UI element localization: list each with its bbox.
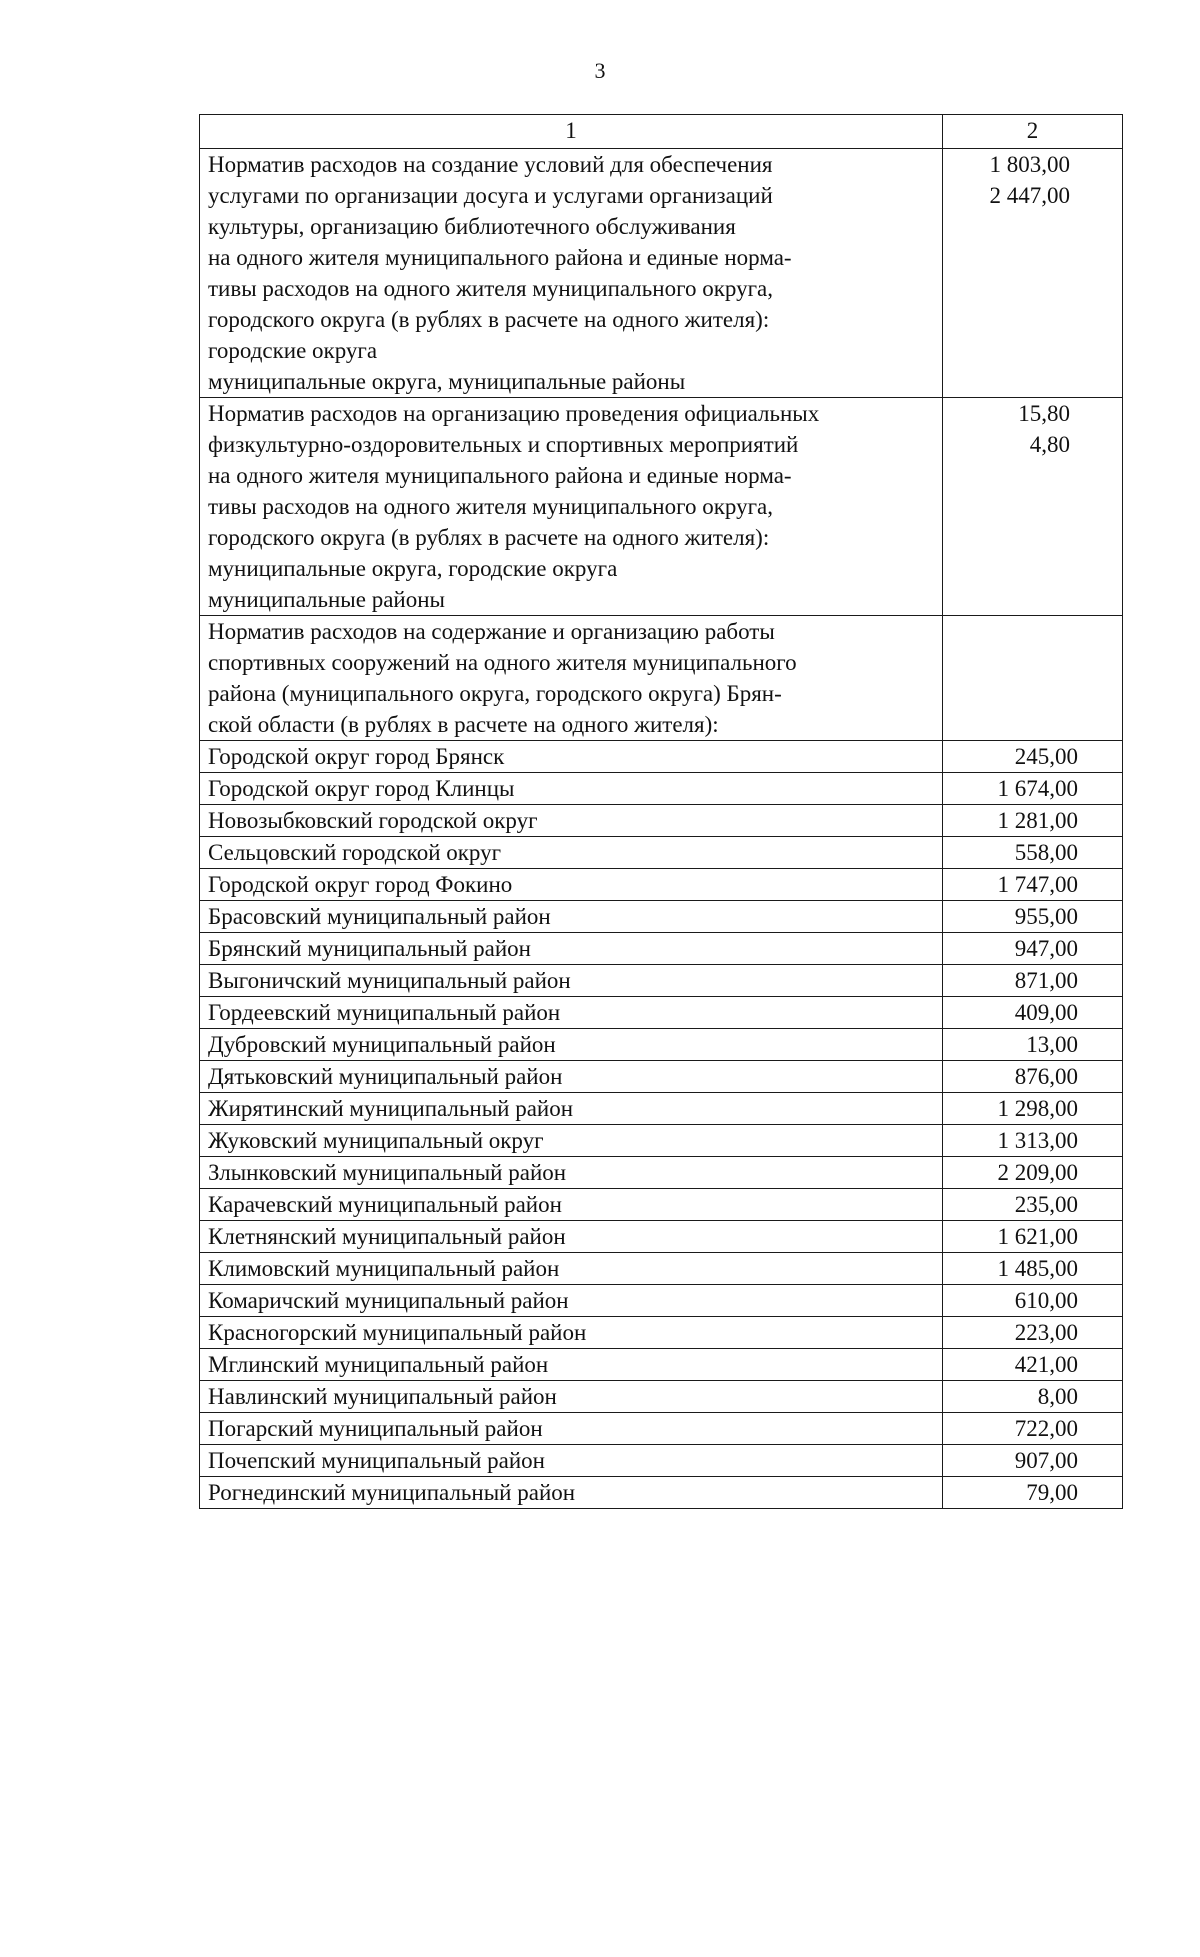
region-value: 2 209,00 (943, 1157, 1123, 1189)
region-name: Навлинский муниципальный район (200, 1381, 943, 1413)
table-row (200, 933, 1123, 965)
section-line: городского округа (в рублях в расчете на одного жителя): (208, 307, 770, 332)
region-name: Карачевский муниципальный район (200, 1189, 943, 1221)
region-value: 1 298,00 (943, 1093, 1123, 1125)
table-row (200, 1253, 1123, 1285)
norms-table (199, 114, 1123, 1509)
region-name: Почепский муниципальный район (200, 1445, 943, 1477)
region-name: Городской округ город Клинцы (200, 773, 943, 805)
region-name: Гордеевский муниципальный район (200, 997, 943, 1029)
region-value: 722,00 (943, 1413, 1123, 1445)
region-name: Клетнянский муниципальный район (200, 1221, 943, 1253)
region-value: 1 747,00 (943, 869, 1123, 901)
table-row (200, 1413, 1123, 1445)
table-row (200, 1157, 1123, 1189)
table-row (200, 1317, 1123, 1349)
region-value: 1 621,00 (943, 1221, 1123, 1253)
region-name: Погарский муниципальный район (200, 1413, 943, 1445)
region-value: 871,00 (943, 965, 1123, 997)
region-value: 245,00 (943, 741, 1123, 773)
section-line: городского округа (в рублях в расчете на одного жителя): (208, 525, 770, 550)
section-values (943, 398, 1123, 616)
region-name: Дятьковский муниципальный район (200, 1061, 943, 1093)
table-row (200, 1221, 1123, 1253)
table-row (200, 1349, 1123, 1381)
page-number: 3 (594, 58, 606, 83)
region-name: Жирятинский муниципальный район (200, 1093, 943, 1125)
section-value: 15,80 (1018, 401, 1070, 426)
table-row (200, 1477, 1123, 1509)
section-line: Норматив расходов на организацию проведения официальных (208, 401, 820, 426)
section-line: ской области (в рублях в расчете на одного жителя): (208, 712, 719, 737)
section-row (200, 616, 1123, 741)
region-value: 1 674,00 (943, 773, 1123, 805)
region-value: 8,00 (943, 1381, 1123, 1413)
region-value: 876,00 (943, 1061, 1123, 1093)
section-line: Норматив расходов на создание условий для обеспечения (208, 152, 773, 177)
section-description (200, 149, 943, 398)
region-value: 1 281,00 (943, 805, 1123, 837)
region-value: 1 313,00 (943, 1125, 1123, 1157)
table-row (200, 805, 1123, 837)
region-value: 13,00 (943, 1029, 1123, 1061)
table-row (200, 741, 1123, 773)
region-name: Брасовский муниципальный район (200, 901, 943, 933)
section-line: физкультурно-оздоровительных и спортивных мероприятий (208, 432, 799, 457)
section-value: 2 447,00 (989, 183, 1070, 208)
column-header-2: 2 (943, 115, 1123, 149)
table-row (200, 1381, 1123, 1413)
region-value: 223,00 (943, 1317, 1123, 1349)
table-row (200, 1061, 1123, 1093)
section-line: на одного жителя муниципального района и единые норма- (208, 245, 792, 270)
section-line: Норматив расходов на содержание и организацию работы (208, 619, 775, 644)
region-name: Комаричский муниципальный район (200, 1285, 943, 1317)
section-line: района (муниципального округа, городского округа) Брян- (208, 681, 782, 706)
region-name: Красногорский муниципальный район (200, 1317, 943, 1349)
section-line: спортивных сооружений на одного жителя муниципального (208, 650, 797, 675)
region-value: 955,00 (943, 901, 1123, 933)
table-row (200, 965, 1123, 997)
section-values (943, 616, 1123, 741)
region-name: Сельцовский городской округ (200, 837, 943, 869)
section-line: муниципальные округа, городские округа (208, 556, 618, 581)
section-description (200, 398, 943, 616)
region-name: Городской округ город Фокино (200, 869, 943, 901)
section-row (200, 398, 1123, 616)
region-value: 79,00 (943, 1477, 1123, 1509)
table-header-row (200, 115, 1123, 149)
table-row (200, 997, 1123, 1029)
table-row (200, 901, 1123, 933)
section-line: тивы расходов на одного жителя муниципального округа, (208, 276, 773, 301)
region-name: Жуковский муниципальный округ (200, 1125, 943, 1157)
section-line: муниципальные округа, муниципальные районы (208, 369, 686, 394)
table-row (200, 1125, 1123, 1157)
region-value: 947,00 (943, 933, 1123, 965)
table-row (200, 869, 1123, 901)
region-name: Рогнединский муниципальный район (200, 1477, 943, 1509)
table-row (200, 773, 1123, 805)
table-row (200, 1029, 1123, 1061)
region-name: Дубровский муниципальный район (200, 1029, 943, 1061)
section-line: тивы расходов на одного жителя муниципального округа, (208, 494, 773, 519)
section-row (200, 149, 1123, 398)
region-name: Городской округ город Брянск (200, 741, 943, 773)
column-header-1: 1 (200, 115, 943, 149)
section-line: на одного жителя муниципального района и единые норма- (208, 463, 792, 488)
section-value: 4,80 (1029, 432, 1070, 457)
region-value: 558,00 (943, 837, 1123, 869)
region-name: Мглинский муниципальный район (200, 1349, 943, 1381)
region-value: 409,00 (943, 997, 1123, 1029)
region-value: 235,00 (943, 1189, 1123, 1221)
region-value: 1 485,00 (943, 1253, 1123, 1285)
table-row (200, 1189, 1123, 1221)
section-value: 1 803,00 (989, 152, 1070, 177)
table-row (200, 1285, 1123, 1317)
section-line: культуры, организацию библиотечного обслуживания (208, 214, 736, 239)
region-value: 610,00 (943, 1285, 1123, 1317)
section-line: городские округа (208, 338, 378, 363)
region-value: 907,00 (943, 1445, 1123, 1477)
region-name: Выгоничский муниципальный район (200, 965, 943, 997)
region-name: Злынковский муниципальный район (200, 1157, 943, 1189)
section-values (943, 149, 1123, 398)
region-name: Новозыбковский городской округ (200, 805, 943, 837)
section-description (200, 616, 943, 741)
region-value: 421,00 (943, 1349, 1123, 1381)
section-line: услугами по организации досуга и услугами организаций (208, 183, 773, 208)
section-line: муниципальные районы (208, 587, 445, 612)
table-row (200, 837, 1123, 869)
table-row (200, 1445, 1123, 1477)
region-name: Брянский муниципальный район (200, 933, 943, 965)
region-name: Климовский муниципальный район (200, 1253, 943, 1285)
table-row (200, 1093, 1123, 1125)
